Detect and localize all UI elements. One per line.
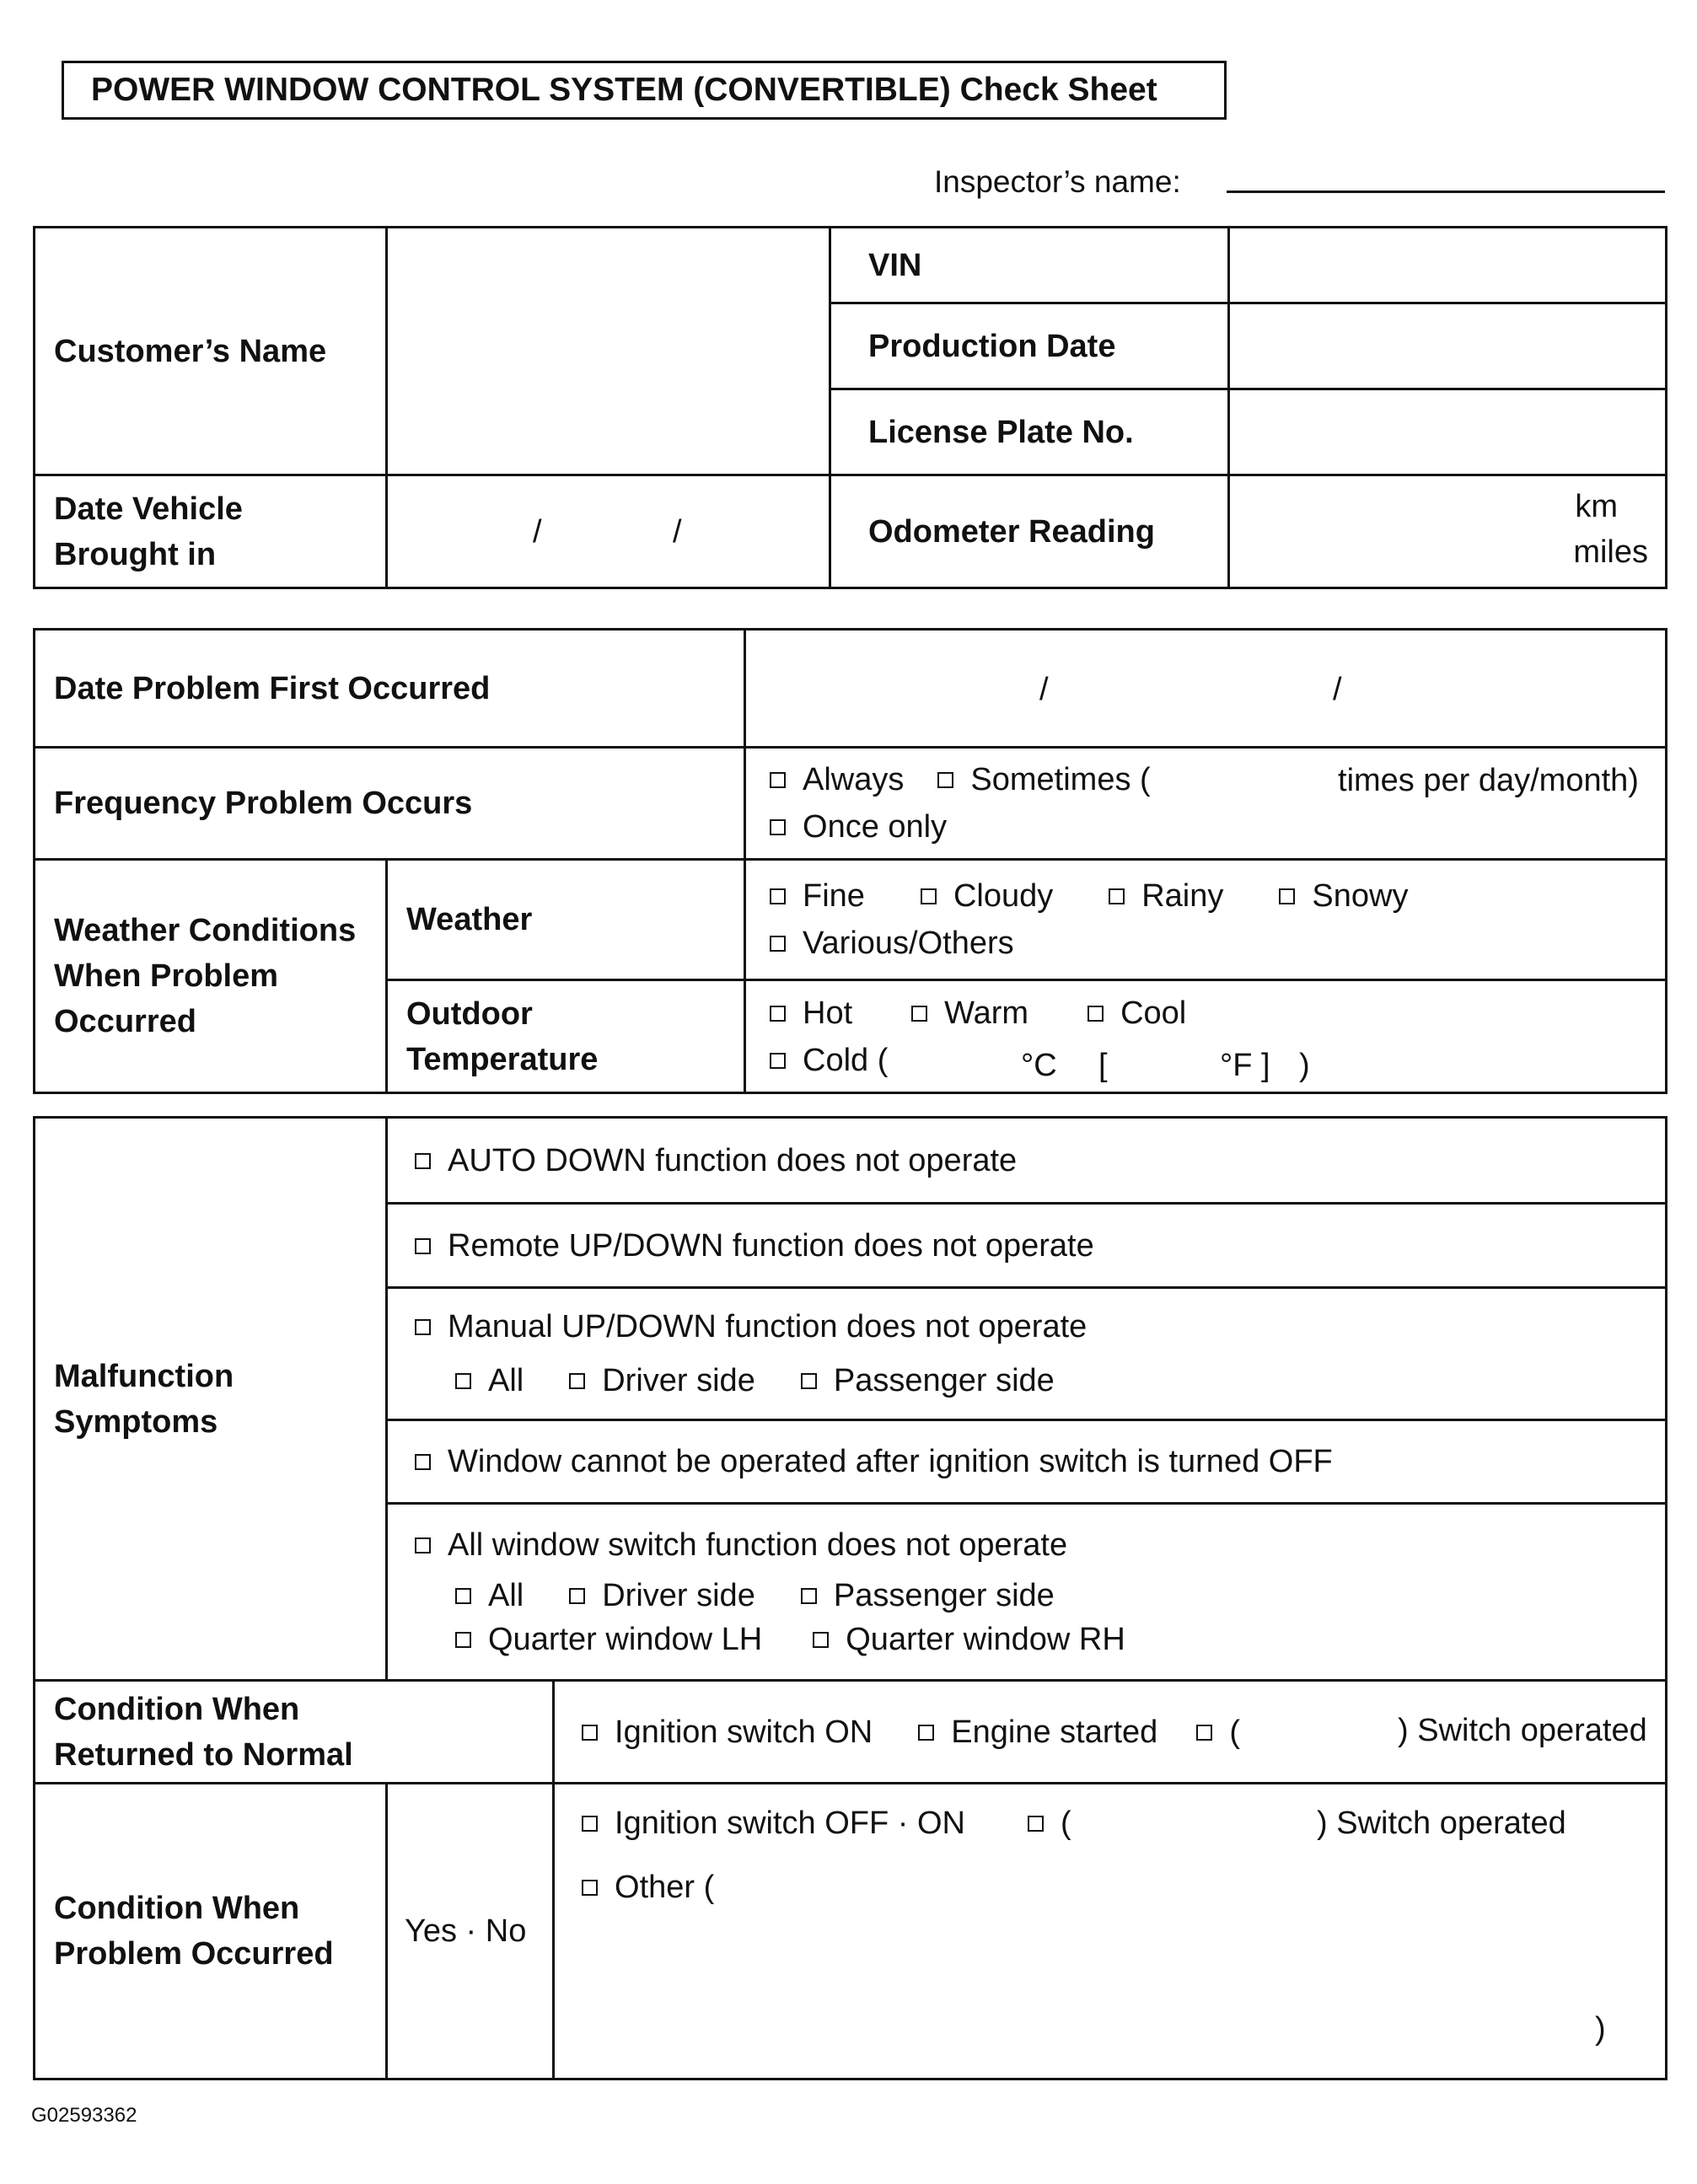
switch-passenger-checkbox[interactable] [801, 1588, 817, 1604]
ign-on-checkbox[interactable] [582, 1725, 598, 1741]
switch-passenger-label: Passenger side [833, 1577, 1055, 1613]
all-switch-label: All window switch function does not operate [448, 1527, 1068, 1563]
odometer-field[interactable] [1229, 475, 1667, 588]
manual-passenger-checkbox[interactable] [801, 1373, 817, 1389]
switch-operated-label: ) Switch operated [1398, 1713, 1647, 1748]
problem-occurred-options [554, 1784, 1667, 2079]
ign-off-on-label: Ignition switch OFF · ON [615, 1806, 965, 1841]
snowy-checkbox[interactable] [1279, 888, 1295, 904]
ign-on-label: Ignition switch ON [615, 1714, 873, 1750]
problem-occurred-line1: Condition When [54, 1891, 300, 1926]
production-date-field[interactable] [1229, 303, 1667, 389]
ign-off-on-checkbox[interactable] [582, 1816, 598, 1832]
fine-checkbox[interactable] [770, 888, 786, 904]
occurred-switch-checkbox[interactable] [1028, 1816, 1044, 1832]
switch-all-label: All [488, 1577, 524, 1613]
cool-label: Cool [1120, 995, 1187, 1031]
outdoor-temperature-line2: Temperature [406, 1041, 599, 1077]
date-separator: / [533, 514, 542, 550]
license-plate-field[interactable] [1229, 389, 1667, 475]
unit-km: km [1575, 489, 1618, 524]
cool-checkbox[interactable] [1087, 1006, 1104, 1022]
various-checkbox[interactable] [770, 936, 786, 952]
paren-open: ( [1229, 1714, 1240, 1750]
returned-normal-options [554, 1681, 1667, 1784]
other-label: Other ( [615, 1870, 715, 1905]
outdoor-temperature-line1: Outdoor [406, 995, 533, 1032]
bracket-open: [ [1098, 1048, 1108, 1083]
engine-started-checkbox[interactable] [918, 1725, 934, 1741]
once-only-label: Once only [803, 809, 948, 845]
switch-operated-checkbox[interactable] [1196, 1725, 1212, 1741]
problem-info-table [33, 628, 1667, 1094]
vin-label: VIN [830, 228, 1229, 303]
hot-checkbox[interactable] [770, 1006, 786, 1022]
ignition-off-label: Window cannot be operated after ignition switch is turned OFF [448, 1444, 1333, 1479]
other-close-paren: ) [1595, 2011, 1606, 2047]
snowy-label: Snowy [1312, 878, 1409, 914]
engine-started-label: Engine started [951, 1714, 1158, 1750]
various-label: Various/Others [803, 926, 1014, 961]
weather-label: Weather [387, 860, 745, 980]
deg-f-label: °F ] [1220, 1048, 1270, 1083]
manual-all-label: All [488, 1363, 524, 1398]
date-separator: / [1039, 672, 1049, 707]
manual-driver-checkbox[interactable] [569, 1373, 585, 1389]
always-checkbox[interactable] [770, 772, 786, 788]
date-brought-in-label-line2: Brought in [54, 536, 217, 572]
quarter-rh-checkbox[interactable] [813, 1632, 829, 1648]
remote-label: Remote UP/DOWN function does not operate [448, 1227, 1094, 1264]
license-plate-label: License Plate No. [830, 389, 1229, 475]
yes-no-toggle[interactable]: Yes · No [387, 1784, 554, 2079]
manual-checkbox[interactable] [415, 1319, 431, 1335]
conditions-table [33, 1679, 1667, 2080]
sometimes-checkbox[interactable] [937, 772, 953, 788]
remote-checkbox[interactable] [415, 1238, 431, 1254]
quarter-rh-label: Quarter window RH [846, 1621, 1125, 1657]
first-occurred-label: Date Problem First Occurred [35, 630, 745, 748]
warm-checkbox[interactable] [911, 1006, 927, 1022]
weather-conditions-label [35, 860, 387, 1093]
cold-label: Cold ( [803, 1042, 889, 1078]
cloudy-label: Cloudy [953, 878, 1054, 914]
switch-driver-label: Driver side [602, 1577, 755, 1613]
manual-label: Manual UP/DOWN function does not operate [448, 1309, 1087, 1344]
weather-conditions-line2: When Problem [54, 958, 279, 994]
once-only-checkbox[interactable] [770, 819, 786, 835]
sometimes-label: Sometimes ( [970, 762, 1151, 797]
cold-checkbox[interactable] [770, 1053, 786, 1069]
problem-occurred-label [35, 1784, 387, 2079]
always-label: Always [803, 762, 905, 797]
customer-name-field[interactable] [387, 228, 830, 475]
hot-label: Hot [803, 995, 853, 1031]
auto-down-checkbox[interactable] [415, 1153, 431, 1169]
date-brought-in-label [35, 475, 387, 588]
manual-driver-label: Driver side [602, 1363, 755, 1398]
customer-name-label: Customer’s Name [35, 228, 387, 475]
switch-driver-checkbox[interactable] [569, 1588, 585, 1604]
manual-all-checkbox[interactable] [455, 1373, 471, 1389]
deg-c-label: °C [1021, 1048, 1057, 1083]
first-occurred-field[interactable] [745, 630, 1667, 748]
figure-id: G02593362 [31, 2104, 137, 2127]
problem-occurred-line2: Problem Occurred [54, 1936, 334, 1972]
symptom-remote [387, 1204, 1667, 1288]
inspector-name-label: Inspector’s name: [934, 164, 1181, 199]
times-per-label: times per day/month) [1338, 763, 1639, 798]
production-date-label: Production Date [830, 303, 1229, 389]
symptom-all-switch [387, 1504, 1667, 1681]
date-brought-in-field[interactable] [387, 475, 830, 588]
occurred-switch-operated-label: ) Switch operated [1317, 1806, 1566, 1841]
temperature-options [745, 980, 1667, 1093]
fine-label: Fine [803, 878, 865, 914]
symptom-ignition-off [387, 1420, 1667, 1504]
check-sheet-title [62, 61, 1227, 120]
date-separator: / [673, 514, 682, 550]
returned-normal-line2: Returned to Normal [54, 1736, 353, 1773]
malfunction-symptoms-line2: Symptoms [54, 1403, 218, 1440]
rainy-checkbox[interactable] [1109, 888, 1125, 904]
symptom-manual [387, 1288, 1667, 1420]
manual-passenger-label: Passenger side [833, 1363, 1055, 1398]
symptom-auto-down [387, 1118, 1667, 1204]
ignition-off-checkbox[interactable] [415, 1454, 431, 1470]
title-text: POWER WINDOW CONTROL SYSTEM (CONVERTIBLE) Check Sheet [91, 72, 1157, 108]
malfunction-symptoms-line1: Malfunction [54, 1358, 234, 1394]
returned-normal-line1: Condition When [54, 1691, 300, 1727]
cloudy-checkbox[interactable] [921, 888, 937, 904]
quarter-lh-checkbox[interactable] [455, 1632, 471, 1648]
quarter-lh-label: Quarter window LH [488, 1621, 763, 1657]
all-switch-checkbox[interactable] [415, 1537, 431, 1553]
warm-label: Warm [944, 995, 1029, 1031]
symptoms-table [33, 1116, 1667, 1682]
weather-conditions-line1: Weather Conditions [54, 913, 357, 948]
returned-normal-label [35, 1681, 554, 1784]
paren-open: ( [1061, 1806, 1071, 1841]
inspector-name-field[interactable] [1227, 190, 1665, 193]
rainy-label: Rainy [1141, 878, 1224, 914]
frequency-label: Frequency Problem Occurs [35, 748, 745, 860]
odometer-label: Odometer Reading [830, 475, 1229, 588]
auto-down-label: AUTO DOWN function does not operate [448, 1142, 1018, 1178]
outdoor-temperature-label [387, 980, 745, 1093]
malfunction-symptoms-label [35, 1118, 387, 1681]
date-separator: / [1333, 672, 1342, 707]
weather-options [745, 860, 1667, 980]
paren-close: ) [1299, 1048, 1310, 1083]
weather-conditions-line3: Occurred [54, 1004, 196, 1039]
switch-all-checkbox[interactable] [455, 1588, 471, 1604]
other-checkbox[interactable] [582, 1880, 598, 1896]
date-brought-in-label-line1: Date Vehicle [54, 491, 243, 527]
frequency-options [745, 748, 1667, 860]
unit-miles: miles [1573, 534, 1648, 570]
vin-field[interactable] [1229, 228, 1667, 303]
vehicle-info-table [33, 226, 1667, 589]
